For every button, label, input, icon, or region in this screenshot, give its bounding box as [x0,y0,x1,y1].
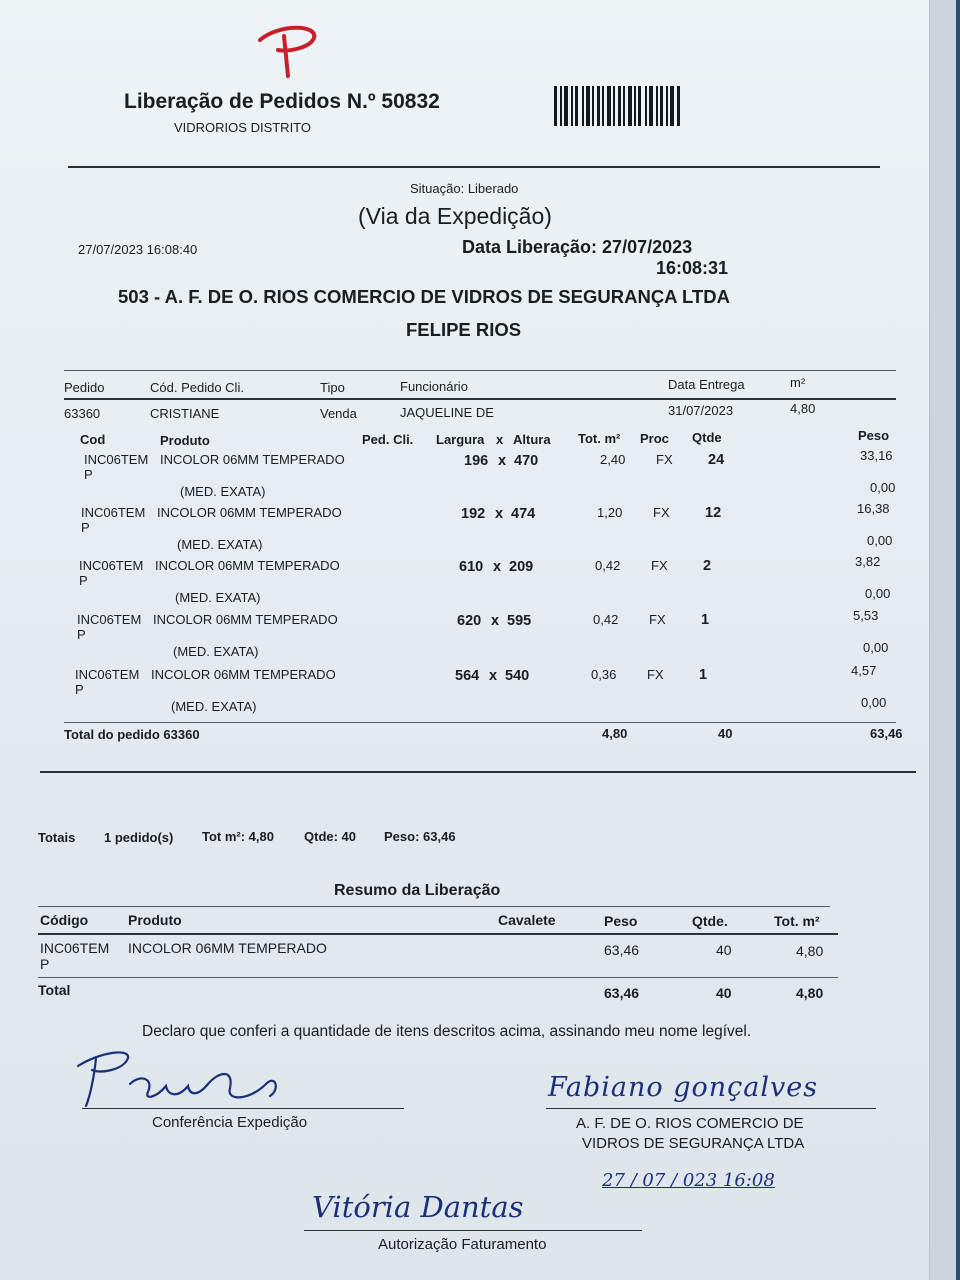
item-col-produto: Produto [160,433,210,448]
resumo-total-line [38,977,838,978]
item-obs: (MED. EXATA) [173,644,259,659]
item-largura: 620 [457,613,482,629]
handwritten-date: 27 / 07 / 023 16:08 [602,1170,775,1191]
items-bottom-line [64,722,896,723]
pedido-number: 63360 [64,406,101,421]
pedido-total-label: Total do pedido 63360 [64,727,200,742]
item-altura: 470 [514,453,539,469]
resumo-total-qtde: 40 [716,985,732,1001]
col-pedido: Pedido [64,380,105,395]
item-tot-m2: 0,36 [591,667,617,682]
barcode [554,86,696,126]
item-obs: (MED. EXATA) [180,484,266,499]
item-x: x [489,668,498,684]
item-produto: INCOLOR 06MM TEMPERADO [151,667,336,682]
resumo-col-qtde: Qtde. [692,913,728,929]
resumo-title: Resumo da Liberação [334,882,501,899]
autorizacao-label: Autorização Faturamento [378,1236,547,1253]
resumo-total-peso: 63,46 [604,985,640,1001]
totais-peso: Peso: 63,46 [384,829,456,844]
cliente-sign-line2: VIDROS DE SEGURANÇA LTDA [582,1135,805,1152]
item-produto: INCOLOR 06MM TEMPERADO [160,452,345,467]
pedido-total-line [40,771,916,773]
item-cod1: INC06TEM [75,667,140,682]
pedido-cod-cli: CRISTIANE [150,406,220,421]
item-qtde: 1 [699,667,708,683]
data-liberacao: Data Liberação: 27/07/2023 [462,237,693,257]
item-cod2: P [75,682,84,697]
resumo-col-cavalete: Cavalete [498,912,556,928]
totais-qtde: Qtde: 40 [304,829,357,844]
item-peso: 3,82 [855,554,881,569]
pedido-m2: 4,80 [790,401,816,416]
item-produto: INCOLOR 06MM TEMPERADO [153,612,338,627]
pedido-header-line [64,398,896,400]
item-x: x [493,559,502,575]
totais-pedidos: 1 pedido(s) [104,830,174,845]
autorizacao-signature: Vitória Dantas [312,1190,524,1224]
declaracao-text: Declaro que conferi a quantidade de itens descritos acima, assinando meu nome legível. [142,1023,752,1040]
item-peso-obs: 0,00 [861,695,887,710]
pedido-top-line [64,370,896,371]
item-qtde: 1 [701,612,710,628]
resumo-col-tot-m2: Tot. m² [774,913,820,929]
item-largura: 610 [459,559,484,575]
contato-name: FELIPE RIOS [406,319,522,340]
via-label: (Via da Expedição) [358,203,552,229]
resumo-col-produto: Produto [128,912,182,928]
item-tot-m2: 0,42 [595,558,621,573]
item-cod1: INC06TEM [81,505,146,520]
red-p-mark [248,22,328,82]
totais-label: Totais [38,830,76,845]
item-qtde: 24 [708,452,725,468]
resumo-col-peso: Peso [604,913,638,929]
item-col-peso: Peso [858,428,890,443]
col-data-entrega: Data Entrega [668,377,745,392]
item-cod2: P [84,467,93,482]
item-peso-obs: 0,00 [870,480,896,495]
resumo-row-tot-m2: 4,80 [796,943,824,959]
item-peso: 4,57 [851,663,877,678]
item-cod2: P [81,520,90,535]
cliente-sign-line1: A. F. DE O. RIOS COMERCIO DE [576,1115,804,1132]
item-cod2: P [77,627,86,642]
item-peso: 5,53 [853,608,879,623]
conferencia-signature [70,1044,300,1114]
col-funcionario: Funcionário [400,379,468,394]
item-qtde: 12 [705,505,722,521]
item-peso-obs: 0,00 [865,586,891,601]
item-cod1: INC06TEM [77,612,142,627]
item-obs: (MED. EXATA) [171,699,257,714]
conferencia-line [82,1108,404,1109]
item-col-ped-cli: Ped. Cli. [362,432,414,447]
cliente-handwritten-name: Fabiano gonçalves [548,1072,819,1103]
resumo-row-qtde: 40 [716,942,732,958]
pedido-funcionario: JAQUELINE DE [400,405,494,420]
item-tot-m2: 2,40 [600,452,626,467]
item-obs: (MED. EXATA) [177,537,263,552]
item-produto: INCOLOR 06MM TEMPERADO [155,558,340,573]
item-peso: 16,38 [857,501,890,516]
item-x: x [491,613,500,629]
item-produto: INCOLOR 06MM TEMPERADO [157,505,342,520]
item-col-largura: Largura [436,432,485,447]
item-proc: FX [647,667,664,682]
resumo-header-line [38,933,838,935]
item-altura: 540 [505,668,530,684]
resumo-row-codigo: INC06TEM [40,940,110,956]
item-col-cod: Cod [80,432,106,447]
autorizacao-line [304,1230,642,1231]
item-proc: FX [649,612,666,627]
item-tot-m2: 1,20 [597,505,623,520]
item-cod1: INC06TEM [79,558,144,573]
item-proc: FX [653,505,670,520]
company-name: VIDRORIOS DISTRITO [174,120,311,135]
resumo-row-peso: 63,46 [604,942,640,958]
resumo-row-codigo-suffix: P [40,956,50,972]
pedido-tipo: Venda [320,406,357,421]
item-cod2: P [79,573,88,588]
col-tipo: Tipo [320,380,345,395]
print-timestamp: 27/07/2023 16:08:40 [78,242,198,257]
resumo-col-codigo: Código [40,912,89,928]
item-obs: (MED. EXATA) [175,590,261,605]
item-col-altura: Altura [513,432,551,447]
item-cod1: INC06TEM [84,452,149,467]
item-qtde: 2 [703,558,712,574]
item-peso-obs: 0,00 [863,640,889,655]
resumo-total-tot-m2: 4,80 [796,985,824,1001]
item-largura: 564 [455,668,480,684]
item-largura: 196 [464,453,489,469]
hora-liberacao: 16:08:31 [656,258,729,278]
item-col-tot-m2: Tot. m² [578,431,621,446]
pedido-data-entrega: 31/07/2023 [668,403,734,418]
conferencia-label: Conferência Expedição [152,1114,308,1131]
item-col-proc: Proc [640,431,669,446]
item-x: x [495,506,504,522]
col-cod-pedido-cli: Cód. Pedido Cli. [150,380,244,395]
item-altura: 209 [509,559,534,575]
resumo-total-label: Total [38,982,71,998]
col-m2: m² [790,375,806,390]
item-tot-m2: 0,42 [593,612,619,627]
pedido-total-m2: 4,80 [602,726,628,741]
pedido-total-qtde: 40 [718,726,733,741]
totais-m2: Tot m²: 4,80 [202,829,274,844]
situacao: Situação: Liberado [410,181,519,196]
item-col-qtde: Qtde [692,430,722,445]
item-x: x [498,453,507,469]
header-divider [68,166,880,168]
item-peso-obs: 0,00 [867,533,893,548]
item-largura: 192 [461,506,486,522]
cliente-name: 503 - A. F. DE O. RIOS COMERCIO DE VIDROS DE SEGURANÇA LTDA [118,286,730,307]
resumo-top-line [38,906,830,907]
pedido-total-peso: 63,46 [870,726,903,741]
item-altura: 474 [511,506,536,522]
item-proc: FX [651,558,668,573]
item-proc: FX [656,452,673,467]
cliente-sign-line [546,1108,876,1109]
item-col-x: x [496,432,504,447]
resumo-row-produto: INCOLOR 06MM TEMPERADO [128,940,327,956]
item-altura: 595 [507,613,532,629]
item-peso: 33,16 [860,448,893,463]
document-title: Liberação de Pedidos N.º 50832 [124,90,440,113]
